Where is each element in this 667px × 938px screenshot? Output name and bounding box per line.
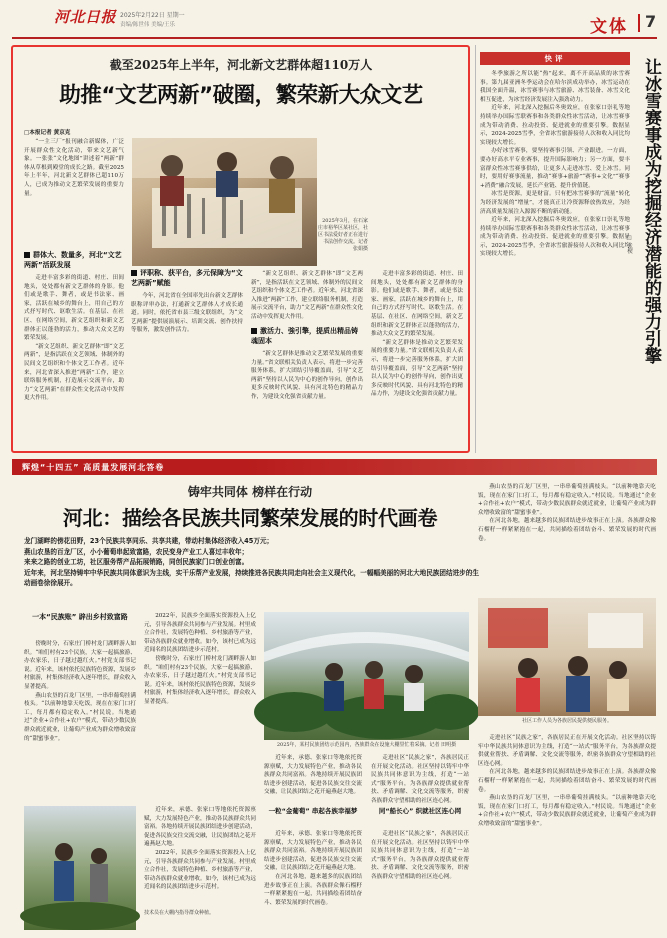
article-column-3: “新文艺群体是推动文艺繁荣发展的重要力量。”省文联相关负责人表示，将进一步完善服务体系，扩大团结引导覆盖面，引导“文艺两新”坚持以人民为中心的创作导向，创作出更多反映时代风貌、具有河北特色的精品力作，为建设文化强省贡献力量。: [251, 351, 363, 400]
article2-subheading-1: 一本“民族账” 辟出乡村致富路: [32, 613, 128, 621]
banner-text: 辉煌“十四五” 高质量发展河北答卷: [22, 463, 165, 472]
article-kicker: 截至2025年上半年，河北新文艺群体超110万人: [109, 58, 373, 72]
masthead-rule: [12, 37, 657, 39]
article-headline: 助推“文艺两新”破圈，繁荣新大众文艺: [59, 83, 423, 108]
column-body: 冬季旅游之所以能“热”起来，离不开高品质的冰雪赛事。第九届亚洲冬季运动会在哈尔滨成功举办，冰雪运动在我国全面升温，冰雪赛事与冰雪旅游、冰雪装备、冰雪文化相互促进，为冰雪经济发展注入强劲动力。 近年来，河北深入挖掘后冬奥效应，在张家口崇礼等地持续举办国际雪联赛事和各类群众性冰雪活动，让冰雪赛事成为带动消费、拉动投资、促进就业的重要引擎。数据显示，2024-2025雪季，全省冰雪旅游接待人次和收入同比均实现较大增长。 办好冰雪赛事，要坚持赛事引领、产业跟进。一方面，要办好高水平专业赛事，提升国际影响力；另一方面，要丰富群众性冰雪赛事供给，让更多人走进冰雪、爱上冰雪。同时，要用好赛事流量，推动“赛事+旅游”“赛事+文化”“赛事+消费”融合发展，延长产业链、提升价值链。 冰雪是资源，更是财富。只有把冰雪赛事的“流量”转化为经济发展的“增量”，才能真正让冷资源释放热效应，为经济高质量发展注入源源不断的新动能。 近年来，河北深入挖掘后冬奥效应，在张家口崇礼等地持续举办国际雪联赛事和各类群众性冰雪活动，让冰雪赛事成为带动消费、拉动投资、促进就业的重要引擎。数据显示，2024-2025雪季，全省冰雪旅游接待人次和收入同比均实现较大增长。: [480, 71, 630, 258]
page-number: 7: [645, 12, 657, 31]
subheading-2: 评职称、获平台，多元保障为“文艺两新”赋能: [131, 269, 243, 287]
article2-subheading-2: 一粒“金葡萄” 串起各族幸福梦: [268, 807, 358, 815]
article-column-2: 今年，河北省在全国率先出台新文艺群体职称评审办法，打通新文艺群体人才成长通道。同时，依托省市县三级文联组织，为“文艺两新”提供展演展示、培训交流、创作扶持等服务，激发创作活力。: [131, 293, 243, 334]
subheading-3: 激活力、強引擎，提质出精品铸魂固本: [251, 327, 358, 345]
summary-line: 来来之路的创业工坊，社区服务帮产品拓展销路，同创民族家门口创业创富。: [24, 558, 249, 566]
community-caption: 社区工作人员为各族居民提供便民服务。: [521, 718, 612, 724]
article2-column-7: 近年来，承德、张家口等地依托资源禀赋，大力发展特色产业，推动各民族群众共同富裕。各地持续开展民族团结进步创建活动，促进各民族交往交流交融，让民族团结之花开遍燕赵大地。 在河北各地，越来越多的民族团结进步故事正在上演。各族群众像石榴籽一样紧紧抱在一起，共同描绘着团结奋斗、繁荣发展的时代画卷。: [264, 831, 362, 906]
summary-line: 近年来，河北坚持铸牢中华民族共同体意识为主线，实干乐帮产业发展，持续推进各民族共同走向社会主义现代化，一幅幅美丽的河北大地民族团结进步的生动画卷徐徐展开。: [24, 568, 479, 587]
lower-photo-left-caption: 技术员在大棚内指导群众种植。: [144, 910, 215, 916]
greenhouse-photo: [264, 612, 469, 740]
article2-column-1: 傍晚时分，石家庄门桥村龙门湖畔游人如织。“咱们村有23个民族，大家一起搞旅游、办农家乐，日子越过越红火。”村党支部书记说。近年来，该村依托民族特色资源，发展乡村旅游，村集体经济收入逐年增长，群众收入显著提高。 燕山农垦的百龙厂区里，一串串葡萄挂满枝头。“以前种地靠天吃饭，现在在家门口打工，每月都有稳定收入。”村民说。当地通过“企业+合作社+农户”模式，带动少数民族群众就近就业，让葡萄产业成为群众增收致富的“甜蜜事业”。: [24, 641, 136, 742]
editors-line: 责编/陈世伟 美编/王乐: [120, 22, 175, 28]
article2-column-8: 走进社区“民族之家”，各族居民正在开展文化活动。社区坚持以铸牢中华民族共同体意识为主线，打造“一站式”服务平台，为各族群众提供就业帮扶、矛盾调解、文化交流等服务，织密各族群众守望相助的社区连心网。: [371, 831, 469, 880]
article2-column-5: 燕山农垦的百龙厂区里，一串串葡萄挂满枝头。“以前种地靠天吃饭，现在在家门口打工，每月都有稳定收入。”村民说。当地通过“企业+合作社+农户”模式，带动少数民族群众就近就业，让葡萄产业成为群众增收致富的“甜蜜事业”。 在河北各地，越来越多的民族团结进步故事正在上演。各族群众像石榴籽一样紧紧抱在一起，共同描绘着团结奋斗、繁荣发展的时代画卷。: [478, 484, 656, 542]
date-line: 2025年2月22日 星期一: [120, 12, 185, 19]
square-bullet-icon: [24, 252, 30, 258]
subheading-1: 群体大、数量多，河北“文艺两新”活跃发展: [24, 251, 122, 269]
article2-column-3: 近年来，承德、张家口等地依托资源禀赋，大力发展特色产业，推动各民族群众共同富裕。各地持续开展民族团结进步创建活动，促进各民族交往交流交融，让民族团结之花开遍燕赵大地。: [264, 755, 362, 796]
article-column-3-top: “新文艺组织、新文艺群体”即“文艺两新”，是指活跃在文艺领域、体制外的民间文艺组织和个体文艺工作者。近年来，河北省深入推进“两新”工作，建立联络服务机制，打造展示交流平台，助力“文艺两新”在群众性文化活动中发挥更大作用。: [251, 271, 364, 320]
column-tag: 快评: [480, 52, 630, 65]
article-column-1-cont: 走进丰富多彩的街道、村庄、田间地头，处处都有新文艺群体的身影。他们或是歌手、舞者，或是书法家、画家，活跃在城乡的舞台上，用自己的方式抒写时代、讴歌生活。在基层、在社区、在网络空间，新文艺组织和新文艺群体正以蓬勃的活力，推动大众文艺的繁荣发展。 “新文艺组织、新文艺群体”即“文艺两新”，是指活跃在文艺领域、体制外的民间文艺组织和个体文艺工作者。近年来，河北省深入推进“两新”工作，建立联络服务机制，打造展示交流平台，助力“文艺两新”在群众性文化活动中发挥更大作用。: [24, 275, 124, 402]
square-bullet-icon: [131, 270, 137, 276]
summary-line: 燕山农垦的百龙厂区，小小葡萄串起致富路，农民变身产业工人喜过丰收年；: [24, 547, 249, 556]
banner-ornament: [244, 459, 657, 475]
article2-kicker: 铸牢共同体 榜样在行动: [187, 485, 313, 499]
photo-caption: 2025年3月，在石家庄市裕华区某社区，社区书法爱好者正在进行书法创作交流。记者 张娟摄: [318, 218, 369, 252]
theme-banner: [12, 459, 657, 475]
article2-subheading-3: 同“船长心” 织就社区连心网: [378, 807, 462, 815]
lower-photo-left: [24, 806, 136, 930]
article2-column-9: 走进社区“民族之家”，各族居民正在开展文化活动。社区坚持以铸牢中华民族共同体意识为主线，打造“一站式”服务平台，为各族群众提供就业帮扶、矛盾调解、文化交流等服务，织密各族群众守望相助的社区连心网。 在河北各地，越来越多的民族团结进步故事正在上演。各族群众像石榴籽一样紧紧抱在一起，共同描绘着团结奋斗、繁荣发展的时代画卷。 燕山农垦的百龙厂区里，一串串葡萄挂满枝头。“以前种地靠天吃饭，现在在家门口打工，每月都有稳定收入。”村民说。当地通过“企业+合作社+农户”模式，带动少数民族群众就近就业，让葡萄产业成为群众增收致富的“甜蜜事业”。: [478, 735, 656, 827]
byline: □本报记者 黄京克: [24, 130, 71, 136]
square-bullet-icon: [251, 328, 257, 334]
community-photo: [478, 598, 656, 716]
summary-line: 龙门湖畔的傍花田野，23个民族共享同乐、共享共建，带动村集体经济收入45万元；: [24, 537, 274, 545]
section-title: 文体: [590, 17, 628, 37]
column-title: 让冰雪赛事成为挖掘经济潜能的强力引擎: [641, 58, 661, 364]
article2-column-4: 走进社区“民族之家”，各族居民正在开展文化活动。社区坚持以铸牢中华民族共同体意识为主线，打造“一站式”服务平台，为各族群众提供就业帮扶、矛盾调解、文化交流等服务，织密各族群众守望相助的社区连心网。: [371, 755, 469, 804]
column-author: □ 张楔: [626, 235, 632, 254]
article2-column-2: 2022年，民族乡全面落实资源投入上亿元，引导各族群众共同参与产业发展。村里成立合作社，发展特色种植、乡村旅游等产业，带动各族群众就业增收。如今，该村已成为远近闻名的民族团结进步示范村。 傍晚时分，石家庄门桥村龙门湖畔游人如织。“咱们村有23个民族，大家一起搞旅游、办农家乐，日子越过越红火。”村党支部书记说。近年来，该村依托民族特色资源，发展乡村旅游，村集体经济收入逐年增长，群众收入显著提高。: [144, 613, 256, 705]
greenhouse-caption: 2025年，某村民族团结示范园内，各族群众在设施大棚里忙着采摘。记者 田明摄: [276, 742, 457, 748]
masthead: [0, 0, 667, 42]
article2-headline: 河北：描绘各民族共同繁荣发展的时代画卷: [62, 506, 438, 530]
article-column-1: “一主三厂”报刊融合新媒体，广泛开展群众性文化活动，带来文艺新气象。一张张“文化地图”讲述着“两新”群体从草根到殿堂的成长之路。截至2025年上半年，河北新文艺群体已超110万人，已成为推动文艺繁荣发展的重要力量。: [24, 139, 124, 197]
newspaper-logo: 河北日报: [54, 8, 117, 26]
article2-column-6: 近年来，承德、张家口等地依托资源禀赋，大力发展特色产业，推动各民族群众共同富裕。各地持续开展民族团结进步创建活动，促进各民族交往交流交融，让民族团结之花开遍燕赵大地。 2022年，民族乡全面落实资源投入上亿元，引导各族群众共同参与产业发展。村里成立合作社，发展特色种植、乡村旅游等产业，带动各族群众就业增收。如今，该村已成为远近闻名的民族团结进步示范村。: [144, 807, 256, 891]
article2-summary: [24, 536, 479, 589]
article-column-4: 走进丰富多彩的街道、村庄、田间地头，处处都有新文艺群体的身影。他们或是歌手、舞者，或是书法家、画家，活跃在城乡的舞台上，用自己的方式抒写时代、讴歌生活。在基层、在社区、在网络空间，新文艺组织和新文艺群体正以蓬勃的活力，推动大众文艺的繁荣发展。 “新文艺群体是推动文艺繁荣发展的重要力量。”省文联相关负责人表示，将进一步完善服务体系，扩大团结引导覆盖面，引导“文艺两新”坚持以人民为中心的创作导向，创作出更多反映时代风貌、具有河北特色的精品力作，为建设文化强省贡献力量。: [371, 271, 463, 398]
column-divider: [475, 45, 476, 453]
calligraphy-photo: [132, 138, 317, 266]
section-divider: [638, 14, 640, 32]
